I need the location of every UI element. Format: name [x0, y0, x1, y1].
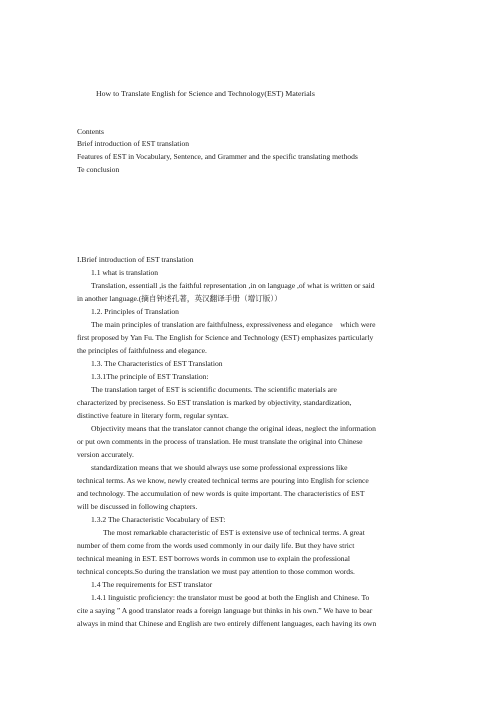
- paragraph-line: The translation target of EST is scientific documents. The scientific materials are: [91, 385, 337, 394]
- paragraph-line: The main principles of translation are faithfulness, expressiveness and elegance which were: [91, 320, 376, 329]
- contents-item: Features of EST in Vocabulary, Sentence, and Grammer and the specific translating methods: [77, 152, 358, 161]
- paragraph-line: cite a saying ” A good translator reads a foreign language but thinks in his own.” We have to bear: [77, 606, 373, 615]
- subsection-heading: 1.3. The Characteristics of EST Translation: [91, 359, 223, 368]
- paragraph-line: technical terms. As we know, newly created technical terms are pouring into English for science: [77, 476, 369, 485]
- paragraph-line: technical concepts.So during the translation we must pay attention to those common words.: [77, 567, 355, 576]
- paragraph-line: version accurately.: [77, 450, 134, 459]
- paragraph-line: standardization means that we should always use some professional expressions like: [91, 463, 348, 472]
- paragraph-line: first proposed by Yan Fu. The English for Science and Technology (EST) emphasizes particularly: [77, 333, 374, 342]
- document-title: How to Translate English for Science and Technology(EST) Materials: [96, 89, 315, 98]
- paragraph-line: or put own comments in the process of translation. He must translate the original into Chinese: [77, 437, 363, 446]
- paragraph-line: always in mind that Chinese and English are two entirely diffenent languages, each having its own: [77, 619, 377, 628]
- paragraph-line: Objectivity means that the translator cannot change the original ideas, neglect the information: [91, 424, 376, 433]
- paragraph-line: in another language.(摘自钟述孔著，英汉翻译手册（增订版））: [77, 294, 282, 303]
- paragraph-line: number of them come from the words used commonly in our daily life. But they have strict: [77, 541, 355, 550]
- paragraph-line: distinctive feature in literary form, regular syntax.: [77, 411, 229, 420]
- subsection-heading: 1.1 what is translation: [91, 268, 159, 277]
- subsection-heading: 1.3.2 The Characteristic Vocabulary of EST:: [91, 515, 226, 524]
- paragraph-line: the principles of faithfulness and elegance.: [77, 346, 207, 355]
- contents-item: Te conclusion: [77, 165, 120, 174]
- paragraph-line: 1.4.1 linguistic proficiency: the translator must be good at both the English and Chinese. To: [91, 593, 370, 602]
- contents-item: Brief introduction of EST translation: [77, 139, 190, 148]
- paragraph-line: technical meaning in EST. EST borrows words in common use to explain the professional: [77, 554, 351, 563]
- paragraph-line: Translation, essentiall ,is the faithful representation ,in on language ,of what is written or said: [91, 281, 375, 290]
- paragraph-line: will be discussed in following chapters.: [77, 502, 198, 511]
- paragraph-line: and technology. The accumulation of new words is quite important. The characteristics of EST: [77, 489, 365, 498]
- subsection-heading: 1.4 The requirements for EST translator: [91, 580, 213, 589]
- paragraph-line: characterized by preciseness. So EST translation is marked by objectivity, standardization,: [77, 398, 352, 407]
- section-heading: I.Brief introduction of EST translation: [77, 255, 194, 264]
- contents-heading: Contents: [77, 127, 105, 136]
- subsection-heading: 1.3.1The principle of EST Translation:: [91, 372, 209, 381]
- paragraph-line: The most remarkable characteristic of EST is extensive use of technical terms. A great: [103, 528, 365, 537]
- subsection-heading: 1.2. Principles of Translation: [91, 307, 179, 316]
